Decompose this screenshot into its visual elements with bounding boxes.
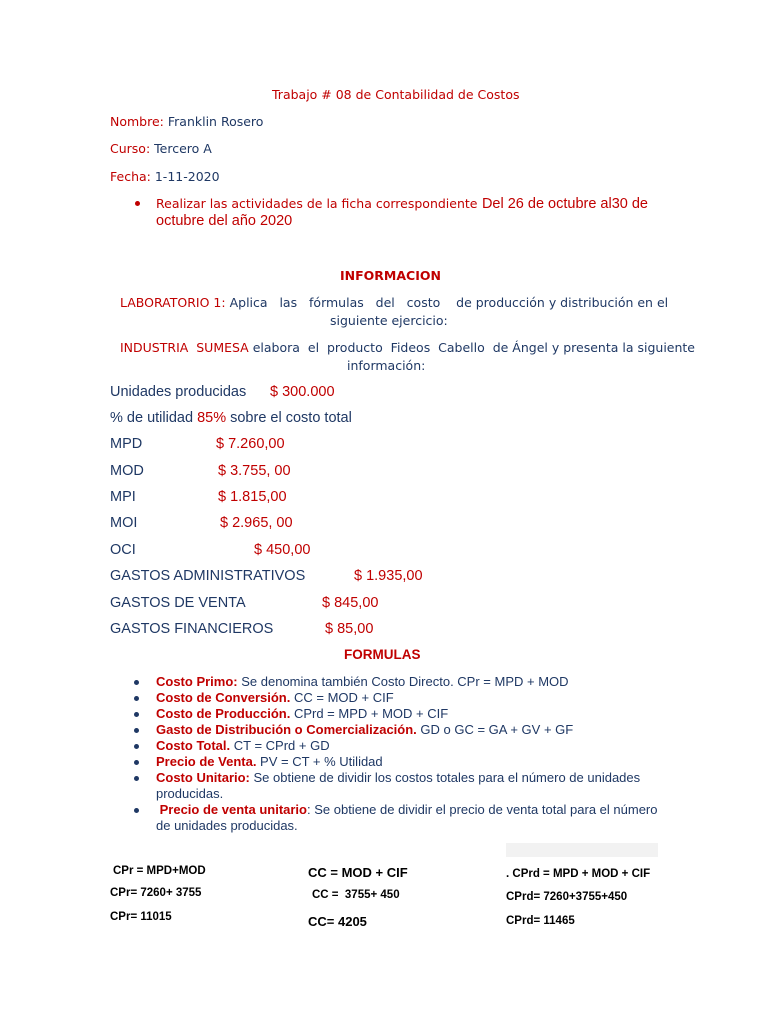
row-unidades-value: $ 300.000 [270,384,335,400]
row-gv-value: $ 845,00 [322,595,379,611]
formula-text: CT = CPrd + GD [230,738,330,753]
bullet-icon [134,776,139,781]
row-mpi-label: MPI [110,489,136,505]
formula-text: CPrd = MPD + MOD + CIF [290,706,449,721]
utilidad-pre: % de utilidad [110,410,198,426]
formula-term: Costo Total. [156,738,231,753]
nombre-line [110,114,263,129]
row-gf-label: GASTOS FINANCIEROS [110,621,274,637]
calc-cprd-formula: . CPrd = MPD + MOD + CIF [506,868,651,880]
company-text: elabora el producto Fideos Cabello de Ángel y presenta la siguiente [252,340,695,355]
task-text: Realizar las actividades de la ficha correspondiente [156,196,478,211]
calc-cpr-result: CPr= 11015 [110,911,172,923]
utilidad-post: sobre el costo total [226,410,352,426]
row-mod-label: MOD [110,463,144,479]
row-ga-value: $ 1.935,00 [354,568,423,584]
calc-cc-formula: CC = MOD + CIF [308,865,408,880]
company-line-1 [120,340,695,355]
formula-term: Costo de Conversión. [156,690,291,705]
formula-item [156,738,330,754]
nombre-label: Nombre: [110,114,164,129]
row-mod-value: $ 3.755, 00 [218,463,291,479]
formula-text: Se obtiene de dividir los costos totales para el número de unidades [249,770,641,785]
formula-text: : Se obtiene de dividir el precio de venta total para el número [307,802,658,817]
formula-text: PV = CT + % Utilidad [256,754,383,769]
calc-cpr-formula: CPr = MPD+MOD [113,865,206,877]
formula-term: Costo Primo: [156,674,238,689]
row-unidades-label: Unidades producidas [110,384,247,400]
bullet-icon [134,744,139,749]
formula-item [156,706,448,722]
formula-term: Precio de venta unitario [156,802,307,817]
bullet-icon [134,696,139,701]
formula-item [156,802,658,818]
fecha-line [110,169,220,184]
highlight-box [506,843,658,857]
formula-item [156,754,383,770]
formula-item [156,722,573,738]
row-gf-value: $ 85,00 [325,621,374,637]
info-heading: INFORMACION [340,268,441,283]
row-utilidad [110,410,352,426]
formula-text: CC = MOD + CIF [290,690,394,705]
formula-item [156,690,394,706]
row-gv-label: GASTOS DE VENTA [110,595,246,611]
formula-text: Se denomina también Costo Directo. CPr = MPD + MOD [237,674,569,689]
row-oci-value: $ 450,00 [254,542,311,558]
task-line-2: octubre del año 2020 [156,213,293,229]
row-moi-value: $ 2.965, 00 [220,515,293,531]
lab-label: LABORATORIO 1: [120,295,226,310]
formula-continuation: producidas. [156,786,224,801]
bullet-icon [134,728,139,733]
row-ga-label: GASTOS ADMINISTRATIVOS [110,568,306,584]
curso-value: Tercero A [154,141,212,156]
bullet-icon [134,712,139,717]
utilidad-percent: 85% [197,410,227,426]
bullet-icon [135,201,140,206]
formula-item [156,770,640,786]
calc-cpr-sub: CPr= 7260+ 3755 [110,887,202,899]
bullet-icon [134,680,139,685]
formula-term: Costo de Producción. [156,706,291,721]
row-mpi-value: $ 1.815,00 [218,489,287,505]
calc-cprd-sub: CPrd= 7260+3755+450 [506,891,628,903]
calc-cprd-result: CPrd= 11465 [506,915,575,927]
row-mpd-value: $ 7.260,00 [216,436,285,452]
page-title: Trabajo # 08 de Contabilidad de Costos [272,87,520,102]
formula-term: Costo Unitario: [156,770,250,785]
formula-item [156,674,569,690]
task-dates: Del 26 de octubre al30 de [481,196,649,212]
curso-line [110,141,212,156]
fecha-value: 1-11-2020 [154,169,220,184]
task-line-1 [156,195,648,213]
lab-line-2: siguiente ejercicio: [330,313,448,328]
formula-term: Gasto de Distribución o Comercialización. [156,722,417,737]
calc-cc-sub: CC = 3755+ 450 [312,889,400,901]
bullet-icon [134,808,139,813]
formulas-heading: FORMULAS [344,647,421,662]
company-line-2: información: [347,358,426,373]
nombre-value: Franklin Rosero [167,114,264,129]
lab-line-1 [120,295,668,310]
row-moi-label: MOI [110,515,138,531]
company-name: INDUSTRIA SUMESA [120,340,249,355]
formula-continuation: de unidades producidas. [156,818,298,833]
fecha-label: Fecha: [110,169,151,184]
row-oci-label: OCI [110,542,136,558]
row-mpd-label: MPD [110,436,143,452]
bullet-icon [134,760,139,765]
curso-label: Curso: [110,141,151,156]
formula-term: Precio de Venta. [156,754,257,769]
formula-text: GD o GC = GA + GV + GF [416,722,574,737]
lab-text: Aplica las fórmulas del costo de producción y distribución en el [229,295,669,310]
calc-cc-result: CC= 4205 [308,914,367,929]
